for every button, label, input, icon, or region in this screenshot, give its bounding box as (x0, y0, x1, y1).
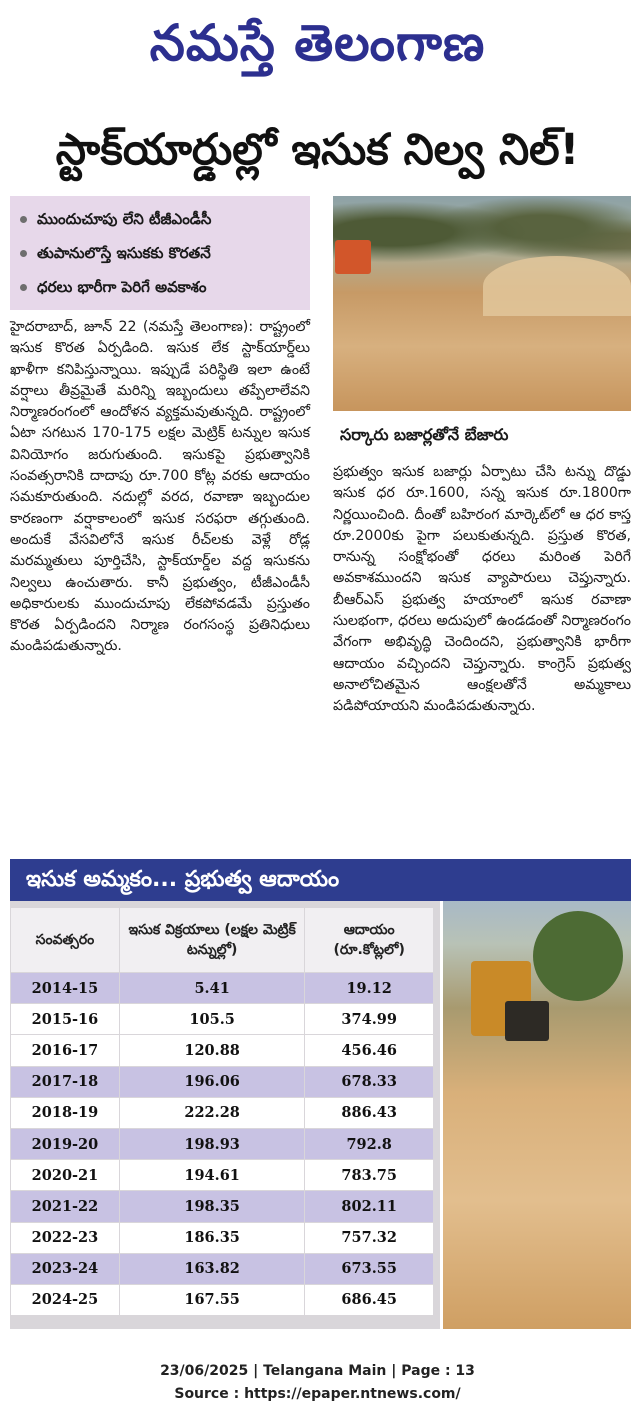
excavator-shape (335, 240, 371, 274)
table-row (11, 973, 434, 1004)
cell-sales: 222.28 (119, 1097, 304, 1128)
cell-year: 2018-19 (11, 1097, 120, 1128)
cell-revenue: 757.32 (305, 1222, 434, 1253)
highlight-item: ముందుచూపు లేని టీజీఎండీసీ (20, 204, 305, 234)
footer-edition-line: 23/06/2025 | Telangana Main | Page : 13 (160, 1363, 475, 1379)
cell-year: 2024-25 (11, 1284, 120, 1315)
table-title: ఇసుక అమ్మకం... ప్రభుత్వ ఆదాయం (26, 867, 340, 892)
cell-year: 2023-24 (11, 1253, 120, 1284)
table-row (11, 1253, 434, 1284)
cell-revenue: 678.33 (305, 1066, 434, 1097)
cell-sales: 5.41 (119, 973, 304, 1004)
cell-revenue: 19.12 (305, 973, 434, 1004)
cell-revenue: 802.11 (305, 1191, 434, 1222)
table-row (11, 1160, 434, 1191)
bullet-icon (20, 284, 27, 291)
table-row (11, 1191, 434, 1222)
cell-year: 2022-23 (11, 1222, 120, 1253)
cell-sales: 198.93 (119, 1128, 304, 1159)
article-subheading: సర్కారు బజార్లతోనే బేజారు (340, 425, 509, 444)
cell-year: 2019-20 (11, 1128, 120, 1159)
cell-revenue: 792.8 (305, 1128, 434, 1159)
table-row (11, 1066, 434, 1097)
article-body-left: హైదరాబాద్, జూన్ 22 (నమస్తే తెలంగాణ): రాష్ట్రంలో ఇసుక కొరత ఏర్పడింది. ఇసుక లేక స్టాక్‌యార్డ్‌లు ఖాళీగా కనిపిస్తున్నాయి. ఇప్పుడే పరిస్థితి ఇలా ఉంటే వర్షాలు తీవ్రమైతే మరిన్ని ఇబ్బందులు తప్పేలాలేవని నిర్మాణరంగంలో ఆందోళన వ్యక్తమవుతున్నది. రాష్ట్రంలో ఏటా సగటున 170-175 లక్షల మెట్రిక్ టన్నుల ఇసుక వినియోగం జరుగుతుంది. ఇసుకపై ప్రభుత్వానికి సంవత్సరానికి దాదాపు రూ.700 కోట్ల వరకు ఆదాయం సమకూరుతుంది. నదుల్లో వరద, రవాణా ఇబ్బందుల కారణంగా వర్షాకాలంలో ఇసుక సరఫరా తగ్గుతుంది. అందుకే వేసవిలోనే ఇసుక రీచ్‌లకు వెళ్లే రోడ్ల మరమ్మతులు పూర్తిచేసి, స్టాక్‌యార్డ్‌ల వద్ద ఇసుకను నిల్వలు ఉంచుతారు. కానీ ప్రభుత్వం, టీజీఎండీసీ అధికారులకు ముందుచూపు లేకపోవడమే ప్రస్తుతం కొరత ఏర్పడిందని నిర్మాణ రంగసంస్థ ప్రతినిధులు మండిపడుతున్నారు. (10, 319, 310, 655)
column-header-year: సంవత్సరం (11, 908, 120, 973)
highlights-box (10, 196, 310, 310)
highlight-item: ధరలు భారీగా పెరిగే అవకాశం (20, 272, 305, 302)
cell-year: 2016-17 (11, 1035, 120, 1066)
cell-revenue: 783.75 (305, 1160, 434, 1191)
cell-year: 2015-16 (11, 1004, 120, 1035)
cell-revenue: 673.55 (305, 1253, 434, 1284)
table-row (11, 1035, 434, 1066)
table-row (11, 1097, 434, 1128)
excavator-body-shape (505, 1001, 549, 1041)
tree-shape (533, 911, 623, 1001)
column-header-sales: ఇసుక విక్రయాలు (లక్షల మెట్రిక్ టన్నుల్లో) (119, 908, 304, 973)
cell-year: 2021-22 (11, 1191, 120, 1222)
cell-revenue: 456.46 (305, 1035, 434, 1066)
cell-year: 2014-15 (11, 973, 120, 1004)
cell-sales: 105.5 (119, 1004, 304, 1035)
article-right-column (333, 462, 631, 718)
sales-revenue-table-container (10, 901, 440, 1329)
headline: స్టాక్‌యార్డుల్లో ఇసుక నిల్వ నిల్! (55, 125, 580, 175)
highlight-item: తుపానులొస్తే ఇసుకకు కొరతనే (20, 238, 305, 268)
article-body-right: ప్రభుత్వం ఇసుక బజార్లు ఏర్పాటు చేసి టన్ను దొడ్డు ఇసుక ధర రూ.1600, సన్న ఇసుక రూ.1800గా నిర్ణయించింది. దీంతో బహిరంగ మార్కెట్‌లో ఆ ధర కాస్త రూ.2000కు పైగా పలుకుతున్నది. ప్రస్తుత కొరత, రానున్న సంక్షోభంతో ధరలు మరింత పెరిగే అవకాశముందని ఇసుక వ్యాపారులు చెప్తున్నారు. బీఆర్‌ఎస్ ప్రభుత్వ హయాంలో ఇసుక రవాణా సులభంగా, ధరలు అదుపులో ఉండడంతో నిర్మాణరంగం వేగంగా అభివృద్ధి చెందిందని, ప్రభుత్వానికి భారీగా ఆదాయం వచ్చిందని చెప్తున్నారు. కాంగ్రెస్ ప్రభుత్వ అనాలోచితమైన ఆంక్షలతోనే అమ్మకాలు పడిపోయాయని మండిపడుతున్నారు. (333, 464, 631, 715)
table-row (11, 1222, 434, 1253)
bullet-icon (20, 250, 27, 257)
table-row (11, 1284, 434, 1315)
cell-sales: 186.35 (119, 1222, 304, 1253)
bullet-icon (20, 216, 27, 223)
cell-sales: 163.82 (119, 1253, 304, 1284)
sales-revenue-table (10, 907, 434, 1316)
sand-mining-photo (443, 901, 631, 1329)
table-header-row (11, 908, 434, 973)
cell-revenue: 374.99 (305, 1004, 434, 1035)
cell-sales: 167.55 (119, 1284, 304, 1315)
cell-revenue: 686.45 (305, 1284, 434, 1315)
cell-year: 2020-21 (11, 1160, 120, 1191)
footer-source-link[interactable]: Source : https://epaper.ntnews.com/ (174, 1386, 461, 1402)
table-row (11, 1128, 434, 1159)
sand-pile-shape (483, 256, 631, 316)
cell-year: 2017-18 (11, 1066, 120, 1097)
cell-sales: 196.06 (119, 1066, 304, 1097)
table-title-bar (10, 859, 631, 901)
cell-sales: 120.88 (119, 1035, 304, 1066)
cell-sales: 198.35 (119, 1191, 304, 1222)
sand-stockyard-photo (333, 196, 631, 411)
table-row (11, 1004, 434, 1035)
article-left-column (10, 317, 310, 658)
cell-sales: 194.61 (119, 1160, 304, 1191)
column-header-revenue: ఆదాయం (రూ.కోట్లలో) (305, 908, 434, 973)
cell-revenue: 886.43 (305, 1097, 434, 1128)
masthead-logo: నమస్తే తెలంగాణ (149, 13, 486, 72)
